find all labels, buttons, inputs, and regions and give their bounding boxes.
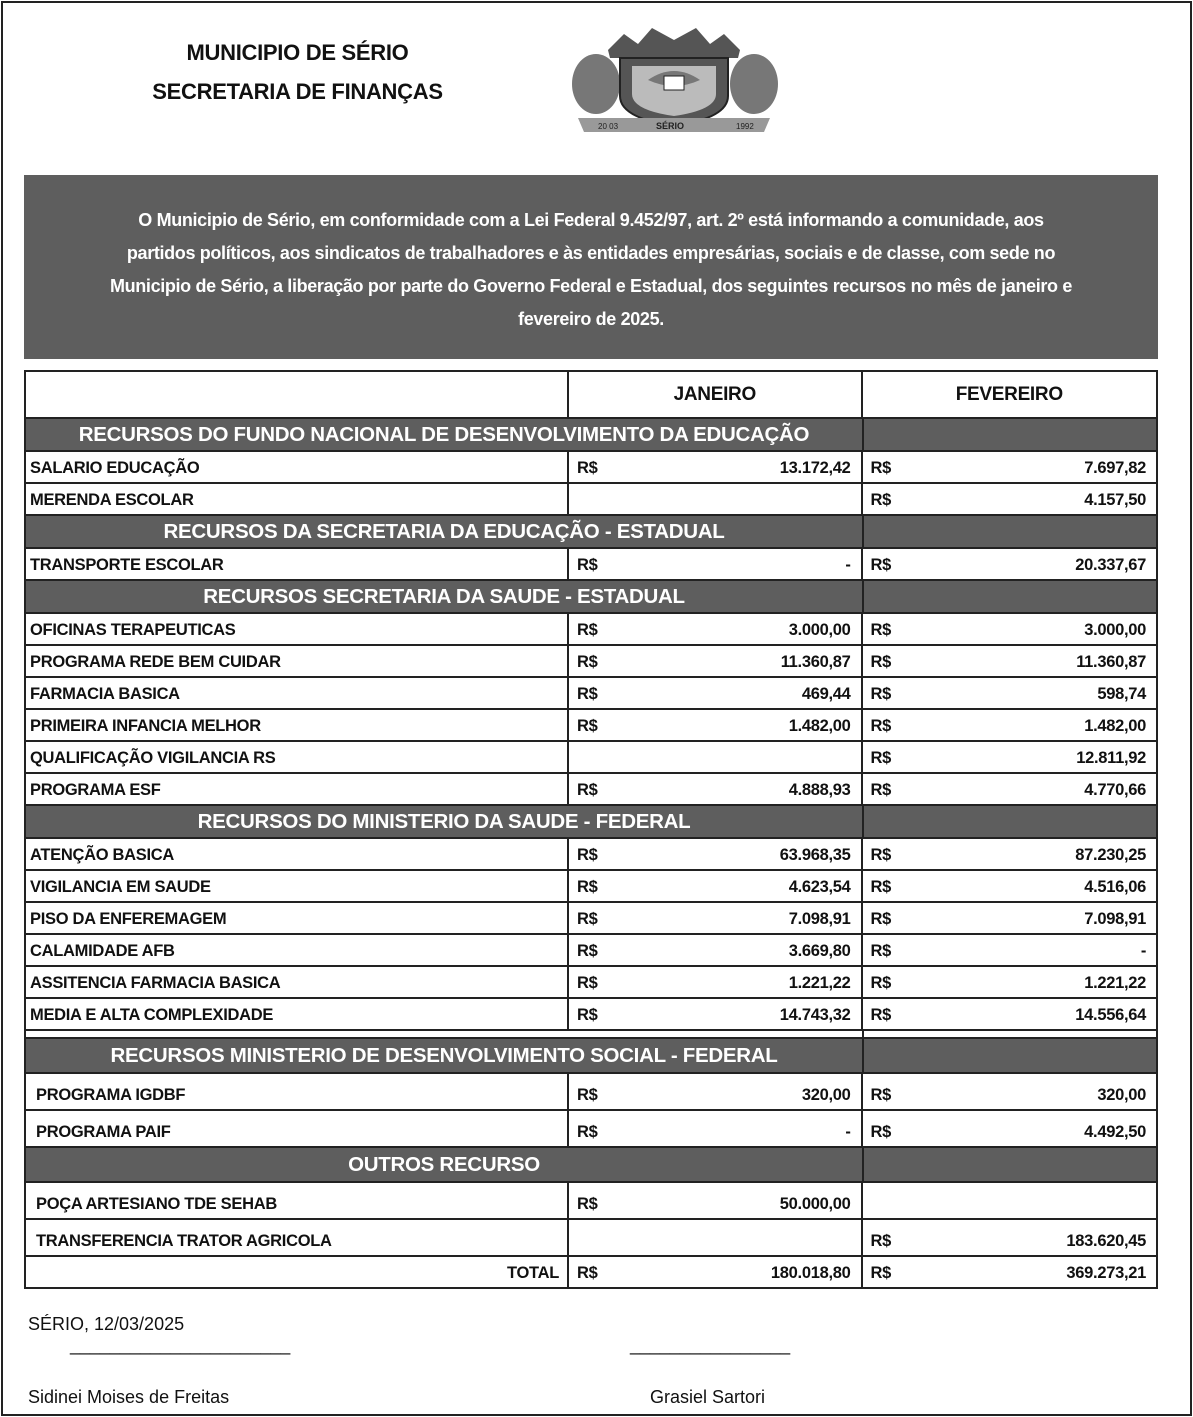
table-row [26,935,1156,967]
fevereiro-cell [863,871,1157,901]
currency-symbol: R$ [870,878,892,896]
currency-symbol: R$ [870,942,892,960]
fevereiro-cell [863,484,1157,514]
currency-symbol: R$ [870,653,892,671]
currency-symbol: R$ [577,1195,598,1213]
currency-symbol: R$ [577,781,598,799]
row-label: VIGILANCIA EM SAUDE [26,871,569,901]
department-title: SECRETARIA DE FINANÇAS [152,79,443,104]
fevereiro-value: 11.360,87 [1076,653,1147,671]
table-row [26,614,1156,646]
currency-symbol: R$ [870,749,892,767]
section-title: RECURSOS DA SECRETARIA DA EDUCAÇÃO - ESTADUAL [26,516,864,547]
fevereiro-cell [863,999,1157,1029]
section-gap [26,1031,1156,1039]
section-title: RECURSOS DO FUNDO NACIONAL DE DESENVOLVIMENTO DA EDUCAÇÃO [26,419,864,450]
table-row [26,1074,1156,1111]
currency-symbol: R$ [577,621,598,639]
currency-symbol: R$ [870,685,892,703]
logo-text-center: SÉRIO [656,121,685,131]
janeiro-cell [569,614,863,644]
table-header-row [26,372,1156,419]
fevereiro-cell [863,710,1157,740]
row-label: PROGRAMA ESF [26,774,569,804]
currency-symbol: R$ [870,621,892,639]
fevereiro-cell [863,1220,1156,1255]
logo-text-left: 20 03 [598,122,619,131]
janeiro-cell [569,1074,863,1109]
currency-symbol: R$ [577,878,598,896]
table-row [26,549,1156,581]
fevereiro-value: 1.482,00 [1084,717,1147,735]
fevereiro-value: 369.273,21 [1066,1264,1146,1282]
janeiro-value: 1.221,22 [788,974,851,992]
section-header [26,419,1156,452]
row-label: PRIMEIRA INFANCIA MELHOR [26,710,569,740]
table-row [26,774,1156,806]
fevereiro-value: 87.230,25 [1075,846,1147,864]
table-row [26,999,1156,1031]
currency-symbol: R$ [577,1006,598,1024]
currency-symbol: R$ [577,459,598,477]
fevereiro-cell [863,967,1157,997]
currency-symbol: R$ [577,910,598,928]
fevereiro-value: 14.556,64 [1075,1006,1147,1024]
row-label: FARMACIA BASICA [26,678,569,708]
fevereiro-cell [863,678,1157,708]
table-row [26,484,1156,516]
currency-symbol: R$ [870,1123,892,1141]
janeiro-value: 4.888,93 [788,781,851,799]
janeiro-cell [569,871,863,901]
section-header [26,1039,1156,1074]
currency-symbol: R$ [577,1264,598,1282]
janeiro-cell [569,1257,863,1287]
table-row [26,710,1156,742]
section-title: OUTROS RECURSO [26,1148,864,1181]
signer-name-1: Sidinei Moises de Freitas [28,1387,230,1407]
janeiro-value: 3.669,80 [788,942,851,960]
row-label: PROGRAMA IGDBF [26,1074,569,1109]
currency-symbol: R$ [870,781,892,799]
currency-symbol: R$ [870,1086,892,1104]
table-row [26,1220,1156,1257]
currency-symbol: R$ [870,1006,892,1024]
fevereiro-value: 12.811,92 [1076,749,1147,767]
janeiro-cell [569,549,863,579]
fevereiro-value: 4.516,06 [1084,878,1147,896]
janeiro-cell [569,774,863,804]
section-header [26,516,1156,549]
row-label: POÇA ARTESIANO TDE SEHAB [26,1183,569,1218]
janeiro-cell [569,935,863,965]
table-row [26,1183,1156,1220]
table-row [26,839,1156,871]
currency-symbol: R$ [870,459,892,477]
janeiro-value: - [845,556,851,574]
janeiro-value: 63.968,35 [779,846,851,864]
janeiro-cell [569,678,863,708]
row-label: PROGRAMA PAIF [26,1111,569,1146]
currency-symbol: R$ [577,717,598,735]
janeiro-value: 180.018,80 [770,1264,851,1282]
section-header [26,1148,1156,1183]
janeiro-value: 13.172,42 [779,459,851,477]
municipality-title: MUNICIPIO DE SÉRIO [186,40,409,65]
municipal-coat-of-arms-logo [568,22,780,136]
total-row [26,1257,1156,1289]
column-header-janeiro: JANEIRO [569,372,862,417]
fevereiro-cell [863,742,1157,772]
janeiro-cell [569,710,863,740]
fevereiro-cell [863,774,1157,804]
janeiro-cell [569,967,863,997]
janeiro-value: 1.482,00 [788,717,851,735]
janeiro-cell [569,999,863,1029]
row-label: CALAMIDADE AFB [26,935,569,965]
fevereiro-value: - [1140,942,1147,960]
row-label: PISO DA ENFEREMAGEM [26,903,569,933]
intro-line: fevereiro de 2025. [518,309,664,329]
janeiro-cell [569,1111,863,1146]
header-blank [26,372,569,417]
fevereiro-cell [863,614,1157,644]
table-row [26,646,1156,678]
row-label: MEDIA E ALTA COMPLEXIDADE [26,999,569,1029]
janeiro-value: 3.000,00 [788,621,851,639]
janeiro-value: 320,00 [801,1086,851,1104]
logo-text-right: 1992 [736,122,754,131]
fevereiro-value: 4.770,66 [1084,781,1147,799]
currency-symbol: R$ [870,846,892,864]
signer-name-2: Grasiel Sartori [650,1387,766,1407]
currency-symbol: R$ [577,685,598,703]
janeiro-cell [569,646,863,676]
table-row [26,903,1156,935]
signature-line-2: ________________ [630,1335,791,1355]
document-date: SÉRIO, 12/03/2025 [28,1314,185,1334]
fevereiro-cell [863,452,1157,482]
fevereiro-value: 7.098,91 [1084,910,1147,928]
currency-symbol: R$ [870,1232,892,1250]
gap-cell [26,1031,864,1037]
fevereiro-cell [863,1074,1156,1109]
intro-line: Municipio de Sério, a liberação por parte do Governo Federal e Estadual, dos seguintes recursos no mês de janeiro e [109,276,1073,296]
fevereiro-value: 4.492,50 [1084,1123,1146,1141]
fevereiro-value: 1.221,22 [1084,974,1147,992]
fevereiro-value: 4.157,50 [1084,491,1147,509]
fevereiro-cell [863,1111,1156,1146]
table-row [26,452,1156,484]
janeiro-cell [569,1220,863,1255]
janeiro-cell [569,903,863,933]
janeiro-value: 11.360,87 [780,653,851,671]
table-row [26,871,1156,903]
currency-symbol: R$ [870,1264,892,1282]
janeiro-value: 469,44 [801,685,851,703]
row-label: MERENDA ESCOLAR [26,484,569,514]
fevereiro-cell [863,1257,1156,1287]
row-label: TRANSPORTE ESCOLAR [26,549,569,579]
currency-symbol: R$ [870,974,892,992]
fevereiro-cell [863,549,1157,579]
section-header [26,806,1156,839]
janeiro-value: 4.623,54 [788,878,851,896]
signature-line-1: ______________________ [70,1335,291,1355]
table-row [26,742,1156,774]
fevereiro-value: 7.697,82 [1084,459,1147,477]
currency-symbol: R$ [577,556,598,574]
row-label: OFICINAS TERAPEUTICAS [26,614,569,644]
intro-line: O Municipio de Sério, em conformidade com a Lei Federal 9.452/97, art. 2º está informando a comunidade, aos [138,210,1044,230]
janeiro-value: 7.098,91 [788,910,851,928]
currency-symbol: R$ [870,556,892,574]
section-title: RECURSOS MINISTERIO DE DESENVOLVIMENTO SOCIAL - FEDERAL [26,1039,864,1072]
janeiro-value: - [845,1123,851,1141]
row-label: SALARIO EDUCAÇÃO [26,452,569,482]
table-row [26,1111,1156,1148]
fevereiro-value: 183.620,45 [1066,1232,1146,1250]
resources-table [24,370,1158,1289]
section-header [26,581,1156,614]
fevereiro-cell [863,935,1157,965]
intro-line: partidos políticos, aos sindicatos de trabalhadores e às entidades empresárias, sociais e de classe, com sede no [126,243,1056,263]
currency-symbol: R$ [577,653,598,671]
fevereiro-value: 320,00 [1097,1086,1146,1104]
janeiro-value: 50.000,00 [779,1195,851,1213]
row-label: PROGRAMA REDE BEM CUIDAR [26,646,569,676]
table-row [26,678,1156,710]
row-label: TOTAL [26,1257,569,1287]
row-label: TRANSFERENCIA TRATOR AGRICOLA [26,1220,569,1255]
row-label: ASSITENCIA FARMACIA BASICA [26,967,569,997]
currency-symbol: R$ [577,974,598,992]
currency-symbol: R$ [870,717,892,735]
intro-notice [24,175,1158,359]
fevereiro-value: 3.000,00 [1084,621,1147,639]
section-title: RECURSOS SECRETARIA DA SAUDE - ESTADUAL [26,581,864,612]
row-label: QUALIFICAÇÃO VIGILANCIA RS [26,742,569,772]
currency-symbol: R$ [577,1123,598,1141]
currency-symbol: R$ [577,846,598,864]
fevereiro-cell [863,839,1157,869]
janeiro-cell [569,839,863,869]
fevereiro-cell [863,646,1157,676]
janeiro-cell [569,484,863,514]
section-title: RECURSOS DO MINISTERIO DA SAUDE - FEDERAL [26,806,864,837]
currency-symbol: R$ [870,910,892,928]
table-row [26,967,1156,999]
fevereiro-cell [863,1183,1156,1218]
currency-symbol: R$ [577,1086,598,1104]
currency-symbol: R$ [870,491,892,509]
janeiro-cell [569,742,863,772]
janeiro-cell [569,1183,863,1218]
fevereiro-value: 20.337,67 [1075,556,1147,574]
fevereiro-cell [863,903,1157,933]
currency-symbol: R$ [577,942,598,960]
column-header-fevereiro: FEVEREIRO [955,383,1063,405]
fevereiro-value: 598,74 [1097,685,1147,703]
janeiro-cell [569,452,863,482]
row-label: ATENÇÃO BASICA [26,839,569,869]
janeiro-value: 14.743,32 [779,1006,851,1024]
